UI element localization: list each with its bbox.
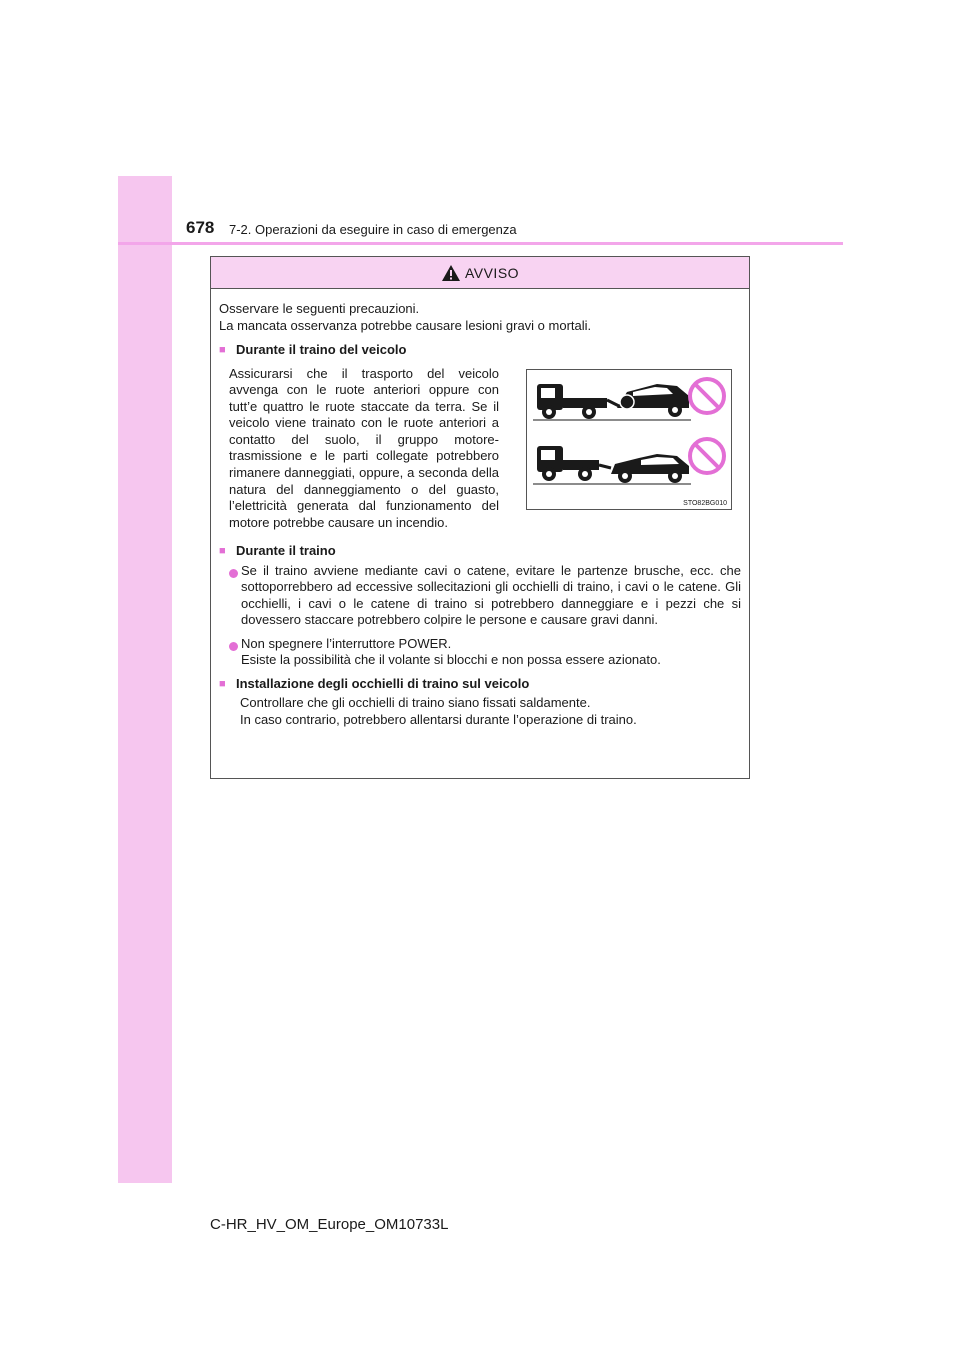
section-heading: ■ Installazione degli occhielli di traino sul veicolo xyxy=(219,675,530,691)
towing-illustration xyxy=(526,369,732,510)
prohibition-icon xyxy=(687,376,727,416)
footer-code: C-HR_HV_OM_Europe_OM10733L xyxy=(210,1216,449,1233)
intro-line: Osservare le seguenti precauzioni. xyxy=(219,301,420,316)
dot-bullet-icon xyxy=(229,566,241,629)
square-bullet-icon: ■ xyxy=(219,545,226,558)
warning-title: AVVISO xyxy=(464,264,520,281)
bullet-item: Non spegnere l’interruttore POWER. Esiste la possibilità che il volante si blocchi e non possa essere azionato. xyxy=(219,636,741,669)
warning-box xyxy=(210,256,750,779)
prohibition-icon xyxy=(687,436,727,476)
figure-code: STO82BG010 xyxy=(683,500,727,507)
dot-bullet-icon xyxy=(229,639,241,669)
section-heading: ■ Durante il traino xyxy=(219,543,336,559)
intro-line: La mancata osservanza potrebbe causare lesioni gravi o mortali. xyxy=(219,317,592,333)
towing-paragraph: Assicurarsi che il trasporto del veicolo avvenga con le ruote anteriori oppure con tutt’e quattro le ruote staccate da terra. Se il veicolo viene trainato con le ruote anteriori a contatto del suolo, il gruppo motore-trasmissione e le parti collegate potrebbero rimanere danneggiati, oppure, a seconda della natura del danneggiamento o del guasto, l’elettricità generata dal funzionamento del motore potrebbe causare un incendio. xyxy=(229,365,499,530)
section-title: 7-2. Operazioni da eseguire in caso di emergenza xyxy=(229,222,517,237)
eyelet-text: Controllare che gli occhielli di traino siano fissati saldamente. In caso contrario, potrebbero allentarsi durante l’operazione di traino. xyxy=(240,695,637,727)
square-bullet-icon: ■ xyxy=(219,344,226,356)
side-tab xyxy=(118,176,172,1183)
warning-triangle-icon xyxy=(441,264,461,282)
bullet-item: Se il traino avviene mediante cavi o catene, evitare le partenze brusche, ecc. che sottoporrebbero ad eccessive sollecitazioni gli occhielli di traino, i cavi o le catene. Gli occhielli, i cavi o le catene di traino si potrebbero danneggiare e i pezzi che si dovessero staccare potrebbero colpire le persone e causare gravi danni. xyxy=(219,563,741,629)
header-rule xyxy=(118,242,843,245)
section-heading: ■ Durante il traino del veicolo xyxy=(219,342,407,357)
square-bullet-icon: ■ xyxy=(219,677,226,690)
page-number: 678 xyxy=(186,218,215,237)
warning-header xyxy=(211,257,749,289)
